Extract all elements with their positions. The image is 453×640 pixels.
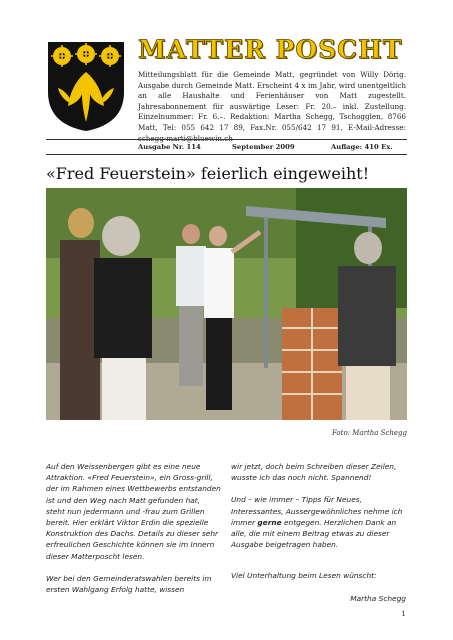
article-paragraph: wir jetzt, doch beim Schreiben dieser Zeilen, wusste ich das noch nicht. Spannend! — [231, 462, 397, 483]
top-divider — [46, 139, 407, 140]
matt-coat-of-arms-icon — [46, 40, 126, 133]
article-paragraph: Und – wie immer – Tipps für Neues, Interessantes, Aussergewöhnliches nehme ich immer gerne entgegen. Herzlichen Dank an alle, die mit einem Beitrag etwas zu dieser Ausgabe beigetragen haben. — [231, 495, 403, 550]
article-headline: «Fred Feuerstein» feierlich eingeweiht! — [46, 164, 370, 183]
bottom-divider — [46, 154, 407, 155]
emphasis-gerne: gerne — [257, 517, 282, 527]
page-number: 1 — [401, 609, 406, 618]
issue-date: September 2009 — [232, 143, 295, 151]
article-signature: Martha Schegg — [350, 593, 406, 603]
article-paragraph: Auf den Weissenbergen gibt es eine neue Attraktion. «Fred Feuerstein», ein Gross-grill, der im Rahmen eines Wettbewerbs entstanden ist und den Weg nach Matt gefunden hat, steht nun jedermann und -frau zum Grillen bereit. Hier erklärt Viktor Erdin die spezielle Konstruktion des Dachs. Details zu dieser sehr erfreulichen Geschichte können sie im Innern dieser Matterposcht lesen. — [46, 462, 221, 561]
issue-circulation: Auflage: 410 Ex. — [331, 143, 393, 151]
photo-credit: Foto: Martha Schegg — [331, 429, 407, 437]
article-paragraph: Wer bei den Gemeinderatswahlen bereits im ersten Wahlgang Erfolg hatte, wissen — [46, 573, 212, 595]
article-column-right — [231, 461, 406, 615]
masthead-title: MATTER POSCHT — [138, 35, 403, 64]
issue-number: Ausgabe Nr. 114 — [138, 143, 201, 151]
article-column-left — [46, 461, 221, 606]
article-closing: Viel Unterhaltung beim Lesen wünscht: — [231, 571, 377, 581]
masthead-intro: Mitteilungsblatt für die Gemeinde Matt, gegründet von Willy Dörig. Ausgabe durch Gemeinde Matt. Erscheint 4 x im Jahr, wird unentgeltlich an alle Haushalte und Ferienhäuser von Matt zugestellt. Jahresabonnement für auswärtige Leser: Fr. 20.– inkl. Zustellung. Einzelnummer: Fr. 6.–. Redaktion: Martha Schegg, Tschogglen, 8766 Matt, Tel: 055 642 17 89, Fax.Nr. 055/642 17 91, E-Mail-Adresse: schegg-marti@bluewin.ch — [138, 70, 406, 143]
article-photo — [46, 188, 407, 420]
